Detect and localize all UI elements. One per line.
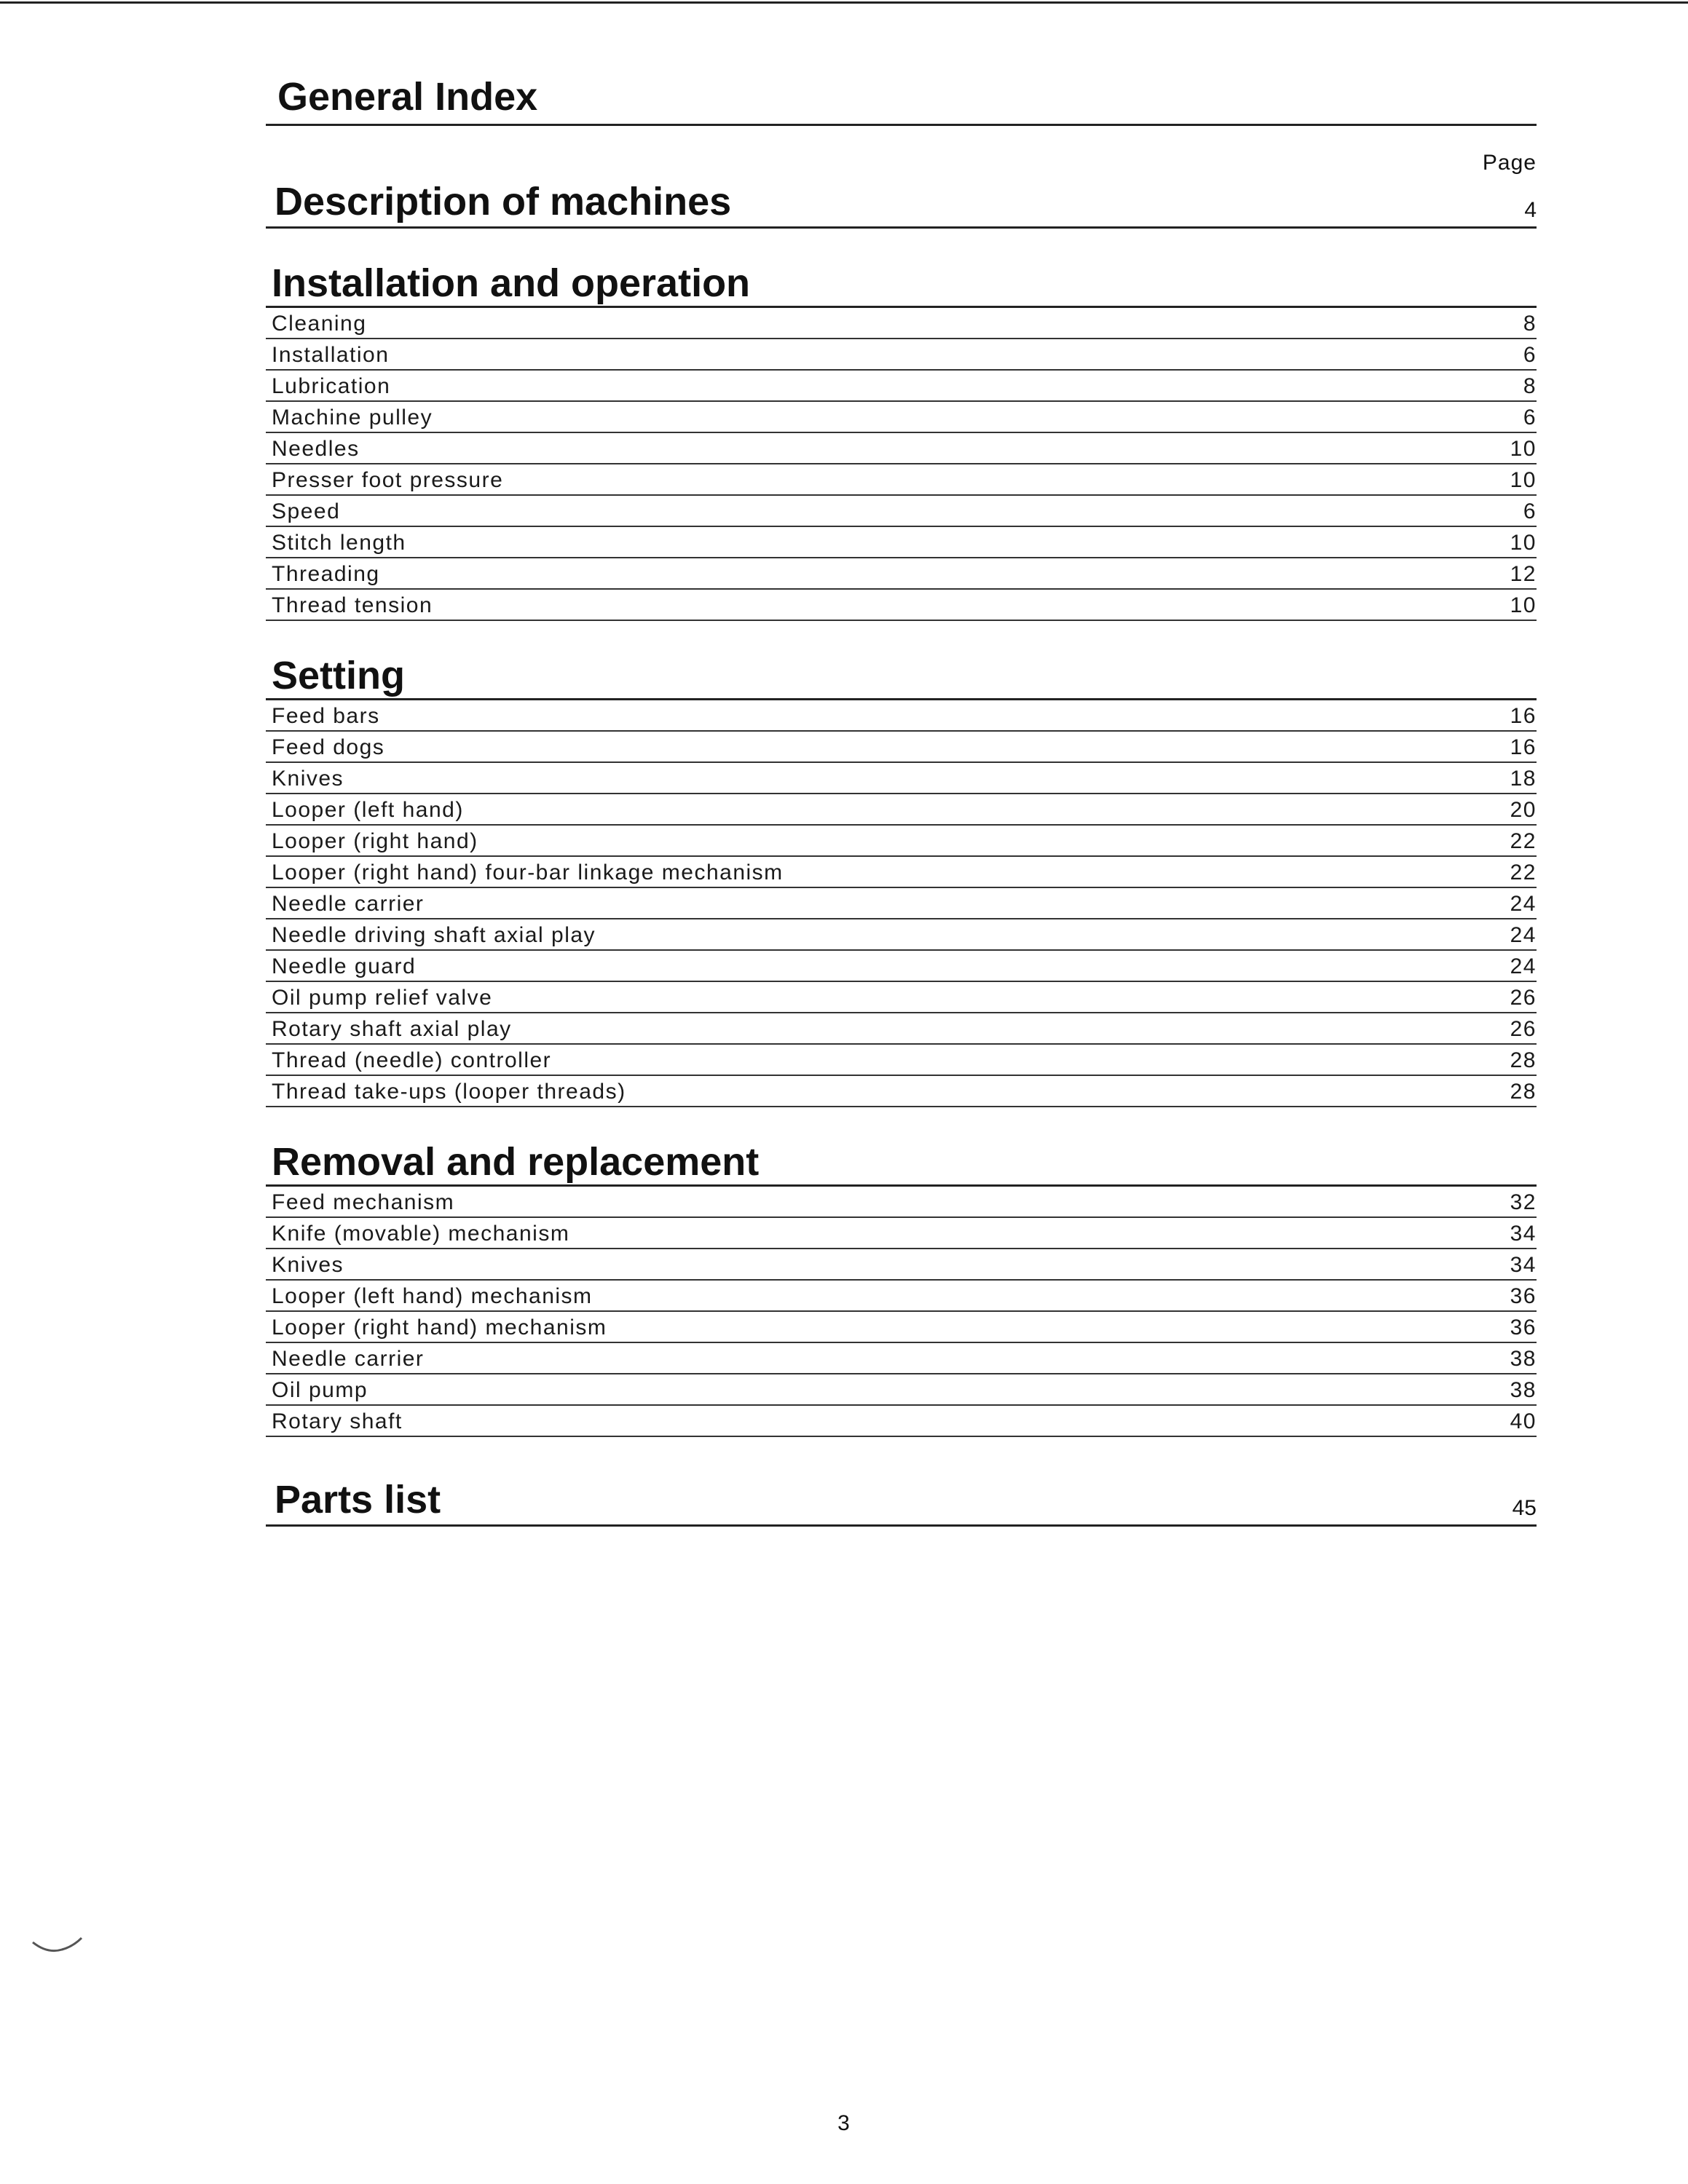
entry-label: Looper (left hand) [272,798,464,822]
index-entry [266,1249,1537,1281]
page-title: General Index [266,73,1537,126]
index-entry [266,700,1537,732]
entry-label: Installation [272,343,390,367]
entry-label: Needles [272,437,360,461]
section-title-parts: Parts list [275,1478,441,1522]
entry-page: 8 [1523,374,1537,398]
entry-page: 24 [1510,954,1537,978]
entry-label: Knives [272,1253,344,1277]
entry-page: 40 [1510,1409,1537,1433]
section-installation [266,261,1537,621]
index-entry [266,1076,1537,1107]
entry-page: 28 [1510,1048,1537,1072]
index-entry [266,308,1537,339]
entries-installation [266,308,1537,621]
entry-page: 26 [1510,1017,1537,1041]
index-entry [266,857,1537,888]
entry-label: Looper (right hand) four-bar linkage mechanism [272,860,784,885]
entry-label: Speed [272,499,341,523]
entry-label: Threading [272,562,380,586]
index-entry [266,433,1537,464]
entry-page: 24 [1510,892,1537,916]
entry-label: Needle guard [272,954,417,978]
entry-page: 6 [1523,405,1537,430]
section-title-installation: Installation and operation [266,261,1537,308]
index-entry [266,339,1537,371]
entry-label: Knives [272,767,344,791]
index-entry [266,1312,1537,1343]
entry-page: 18 [1510,767,1537,791]
entry-page: 28 [1510,1080,1537,1104]
entry-label: Rotary shaft [272,1409,403,1433]
section-removal [266,1139,1537,1437]
entry-label: Needle carrier [272,892,425,916]
index-entry [266,1013,1537,1045]
entry-label: Thread take-ups (looper threads) [272,1080,626,1104]
entry-label: Thread (needle) controller [272,1048,552,1072]
entry-page: 10 [1510,468,1537,492]
section-page-description: 4 [1524,198,1537,222]
entry-page: 6 [1523,499,1537,523]
entry-page: 20 [1510,798,1537,822]
section-parts [266,1476,1537,1527]
index-document [266,73,1537,1527]
index-entry [266,951,1537,982]
entry-label: Stitch length [272,531,406,555]
entry-page: 22 [1510,829,1537,853]
entry-page: 8 [1523,312,1537,336]
index-entry [266,371,1537,402]
index-entry [266,1218,1537,1249]
section-title-description: Description of machines [275,180,732,223]
entry-page: 16 [1510,704,1537,728]
index-entry [266,1374,1537,1406]
entry-label: Feed bars [272,704,380,728]
entry-page: 10 [1510,531,1537,555]
entry-label: Thread tension [272,593,433,617]
entries-removal [266,1187,1537,1437]
entry-label: Feed dogs [272,735,385,759]
entry-page: 38 [1510,1378,1537,1402]
entry-label: Knife (movable) mechanism [272,1222,570,1246]
index-entry [266,1343,1537,1374]
section-description [266,178,1537,229]
entry-label: Lubrication [272,374,391,398]
entry-label: Looper (left hand) mechanism [272,1284,593,1308]
entry-label: Machine pulley [272,405,433,430]
index-entry [266,1045,1537,1076]
page-number: 3 [837,2111,851,2135]
entry-label: Looper (right hand) mechanism [272,1315,607,1340]
index-entry [266,794,1537,826]
index-entry [266,1281,1537,1312]
entry-page: 10 [1510,437,1537,461]
index-entry [266,1187,1537,1218]
entry-page: 36 [1510,1284,1537,1308]
entry-page: 6 [1523,343,1537,367]
index-entry [266,496,1537,527]
entries-setting [266,700,1537,1107]
section-title-removal: Removal and replacement [266,1139,1537,1187]
section-setting [266,653,1537,1107]
page-column-label: Page [1482,151,1537,175]
index-entry [266,826,1537,857]
entry-label: Needle carrier [272,1347,425,1371]
entry-page: 12 [1510,562,1537,586]
entry-page: 34 [1510,1253,1537,1277]
scan-smudge-mark [29,1929,95,1958]
index-entry [266,919,1537,951]
index-entry [266,982,1537,1013]
index-entry [266,732,1537,763]
entry-page: 38 [1510,1347,1537,1371]
entry-page: 24 [1510,923,1537,947]
entry-page: 22 [1510,860,1537,885]
entry-label: Presser foot pressure [272,468,504,492]
index-entry [266,888,1537,919]
section-title-setting: Setting [266,653,1537,700]
section-page-parts: 45 [1512,1496,1537,1520]
entry-label: Cleaning [272,312,367,336]
entry-label: Oil pump [272,1378,368,1402]
index-entry [266,763,1537,794]
entry-page: 16 [1510,735,1537,759]
entry-page: 32 [1510,1190,1537,1214]
index-entry [266,1406,1537,1437]
entry-label: Feed mechanism [272,1190,455,1214]
entry-label: Needle driving shaft axial play [272,923,596,947]
index-entry [266,590,1537,621]
index-entry [266,464,1537,496]
top-border-rule [0,1,1688,4]
entry-page: 26 [1510,986,1537,1010]
entry-label: Oil pump relief valve [272,986,493,1010]
entry-label: Looper (right hand) [272,829,478,853]
entry-label: Rotary shaft axial play [272,1017,512,1041]
index-entry [266,527,1537,558]
entry-page: 34 [1510,1222,1537,1246]
entry-page: 36 [1510,1315,1537,1340]
index-entry [266,558,1537,590]
index-entry [266,402,1537,433]
entry-page: 10 [1510,593,1537,617]
